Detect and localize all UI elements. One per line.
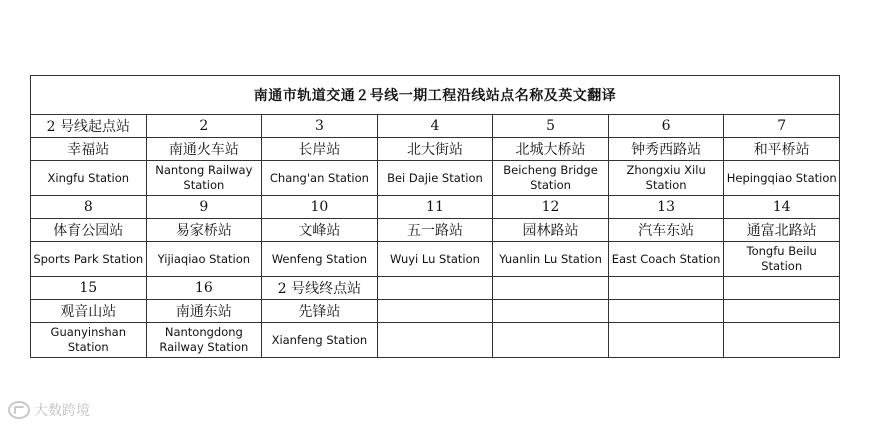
station-name-en-cell: [608, 323, 724, 358]
station-number-cell: 6: [608, 115, 724, 138]
station-name-en-cell: Tongfu Beilu Station: [724, 242, 840, 277]
station-name-en-cell: East Coach Station: [608, 242, 724, 277]
table-row: [31, 323, 840, 358]
station-name-cn-cell: 园林路站: [493, 219, 609, 242]
table-row: [31, 242, 840, 277]
station-name-en-cell: [377, 323, 493, 358]
station-number-cell: 15: [31, 277, 147, 300]
station-name-cn-cell: 五一路站: [377, 219, 493, 242]
station-number-cell: 14: [724, 196, 840, 219]
station-name-cn-cell: 文峰站: [262, 219, 378, 242]
station-number-cell: [377, 277, 493, 300]
station-number-cell: 7: [724, 115, 840, 138]
table-row: [31, 115, 840, 138]
station-name-cn-cell: 和平桥站: [724, 138, 840, 161]
station-name-cn-cell: 南通火车站: [146, 138, 262, 161]
station-name-cn-cell: 长岸站: [262, 138, 378, 161]
station-number-cell: [608, 277, 724, 300]
table-row: [31, 277, 840, 300]
station-name-cn-cell: 北城大桥站: [493, 138, 609, 161]
station-name-en-cell: Xianfeng Station: [262, 323, 378, 358]
table-row: [31, 161, 840, 196]
table-row: [31, 300, 840, 323]
station-number-cell: [724, 277, 840, 300]
station-name-cn-cell: 易家桥站: [146, 219, 262, 242]
station-name-en-cell: Wenfeng Station: [262, 242, 378, 277]
station-name-en-cell: Nantong Railway Station: [146, 161, 262, 196]
station-name-cn-cell: 钟秀西路站: [608, 138, 724, 161]
station-name-en-cell: Guanyinshan Station: [31, 323, 147, 358]
table-row: [31, 138, 840, 161]
station-name-en-cell: Chang'an Station: [262, 161, 378, 196]
station-number-cell: 2 号线终点站: [262, 277, 378, 300]
station-name-cn-cell: [493, 300, 609, 323]
station-name-cn-cell: 观音山站: [31, 300, 147, 323]
station-name-en-cell: [493, 323, 609, 358]
station-name-en-cell: Hepingqiao Station: [724, 161, 840, 196]
station-name-cn-cell: 幸福站: [31, 138, 147, 161]
station-name-en-cell: Zhongxiu Xilu Station: [608, 161, 724, 196]
station-number-cell: 13: [608, 196, 724, 219]
station-name-en-cell: Beicheng Bridge Station: [493, 161, 609, 196]
station-name-en-cell: Sports Park Station: [31, 242, 147, 277]
station-name-cn-cell: [377, 300, 493, 323]
station-name-en-cell: Yijiaqiao Station: [146, 242, 262, 277]
brand-logo-icon: [8, 401, 30, 419]
table-row: [31, 196, 840, 219]
station-number-cell: 2 号线起点站: [31, 115, 147, 138]
station-number-cell: 9: [146, 196, 262, 219]
station-name-en-cell: [724, 323, 840, 358]
station-name-cn-cell: 体育公园站: [31, 219, 147, 242]
station-number-cell: 4: [377, 115, 493, 138]
table-row: [31, 219, 840, 242]
station-name-cn-cell: 先锋站: [262, 300, 378, 323]
station-name-cn-cell: 南通东站: [146, 300, 262, 323]
station-name-cn-cell: 北大街站: [377, 138, 493, 161]
station-name-cn-cell: 通富北路站: [724, 219, 840, 242]
station-number-cell: 2: [146, 115, 262, 138]
station-name-cn-cell: 汽车东站: [608, 219, 724, 242]
station-number-cell: [493, 277, 609, 300]
station-number-cell: 12: [493, 196, 609, 219]
table-title: 南通市轨道交通２号线一期工程沿线站点名称及英文翻译: [31, 76, 840, 115]
station-name-cn-cell: [608, 300, 724, 323]
station-name-en-cell: Xingfu Station: [31, 161, 147, 196]
watermark-text: 大数跨境: [34, 403, 90, 419]
station-table: [30, 75, 840, 358]
station-name-en-cell: Nantongdong Railway Station: [146, 323, 262, 358]
station-number-cell: 3: [262, 115, 378, 138]
station-number-cell: 11: [377, 196, 493, 219]
watermark: [8, 400, 90, 420]
station-name-en-cell: Wuyi Lu Station: [377, 242, 493, 277]
station-name-en-cell: Yuanlin Lu Station: [493, 242, 609, 277]
station-number-cell: 10: [262, 196, 378, 219]
station-name-cn-cell: [724, 300, 840, 323]
station-number-cell: 5: [493, 115, 609, 138]
station-number-cell: 8: [31, 196, 147, 219]
station-number-cell: 16: [146, 277, 262, 300]
station-name-en-cell: Bei Dajie Station: [377, 161, 493, 196]
